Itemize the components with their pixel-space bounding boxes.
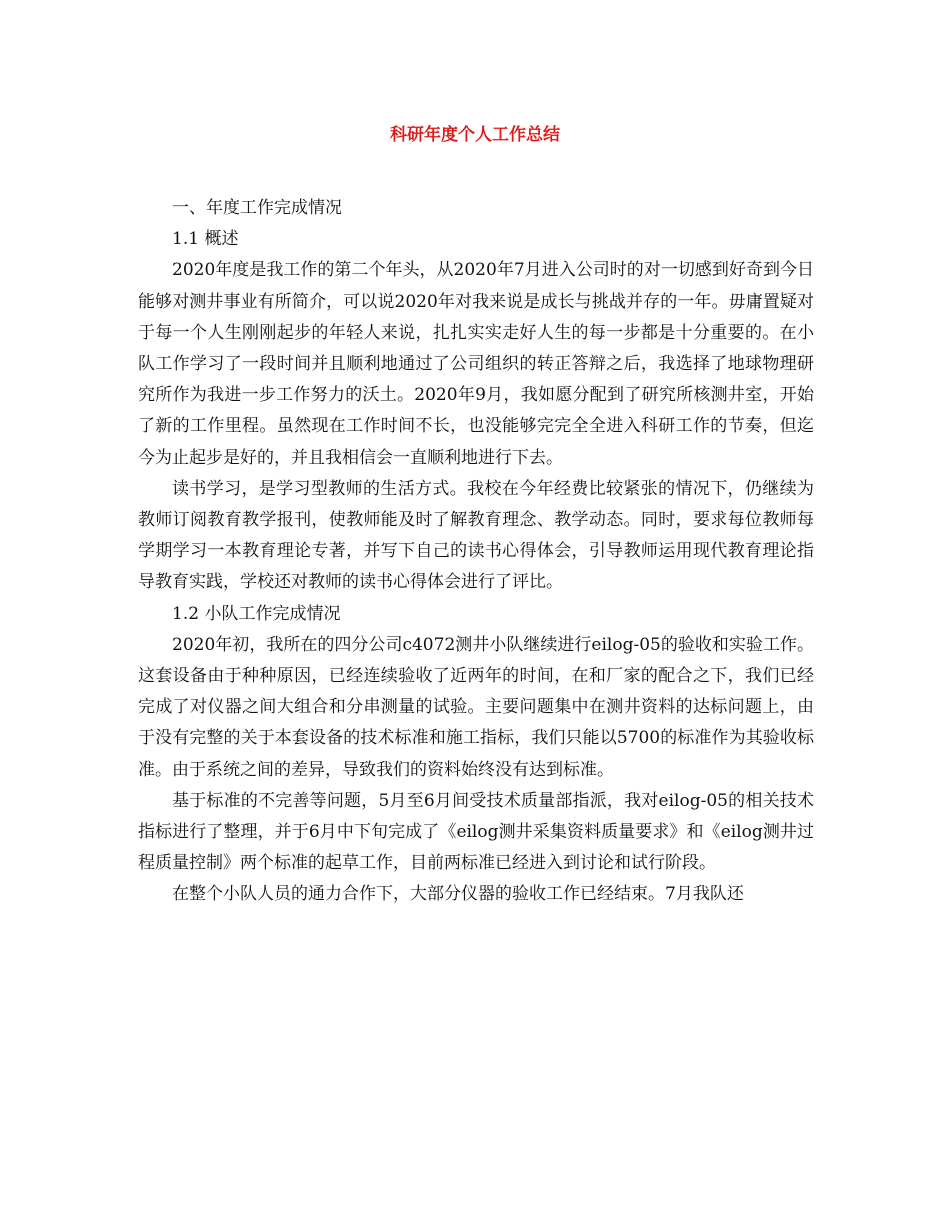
paragraph: 2020年初，我所在的四分公司c4072测井小队继续进行eilog-05的验收和实验工作。这套设备由于种种原因，已经连续验收了近两年的时间，在和厂家的配合之下，我们已经完成了对仪器之间大组合和分串测量的试验。主要问题集中在测井资料的达标问题上，由于没有完整的关于本套设备的技术标准和施工指标，我们只能以5700的标准作为其验收标准。由于系统之间的差异，导致我们的资料始终没有达到标准。: [138, 634, 814, 780]
subsection-heading: 1.2 小队工作完成情况: [172, 603, 341, 624]
paragraph: 在整个小队人员的通力合作下，大部分仪器的验收工作已经结束。7月我队还: [172, 884, 744, 905]
paragraph: 基于标准的不完善等问题，5月至6月间受技术质量部指派，我对eilog-05的相关技术指标进行了整理，并于6月中下旬完成了《eilog测井采集资料质量要求》和《eilog测井过程质量控制》两个标准的起草工作，目前两标准已经进入到讨论和试行阶段。: [138, 790, 814, 874]
document-title: 科研年度个人工作总结: [390, 125, 560, 145]
subsection-heading: 1.1 概述: [172, 229, 239, 250]
section-heading: 一、年度工作完成情况: [172, 198, 342, 218]
paragraph: 读书学习，是学习型教师的生活方式。我校在今年经费比较紧张的情况下，仍继续为教师订阅教育教学报刊，使教师能及时了解教育理念、教学动态。同时，要求每位教师每学期学习一本教育理论专著，并写下自己的读书心得体会，引导教师运用现代教育理论指导教育实践，学校还对教师的读书心得体会进行了评比。: [138, 478, 814, 593]
paragraph: 2020年度是我工作的第二个年头，从2020年7月进入公司时的对一切感到好奇到今日能够对测井事业有所简介，可以说2020年对我来说是成长与挑战并存的一年。毋庸置疑对于每一个人生刚刚起步的年轻人来说，扎扎实实走好人生的每一步都是十分重要的。在小队工作学习了一段时间并且顺利地通过了公司组织的转正答辩之后，我选择了地球物理研究所作为我进一步工作努力的沃土。2020年9月，我如愿分配到了研究所核测井室，开始了新的工作里程。虽然现在工作时间不长，也没能够完完全全进入科研工作的节奏，但迄今为止起步是好的，并且我相信会一直顺利地进行下去。: [138, 260, 814, 468]
document-body: [138, 193, 814, 911]
